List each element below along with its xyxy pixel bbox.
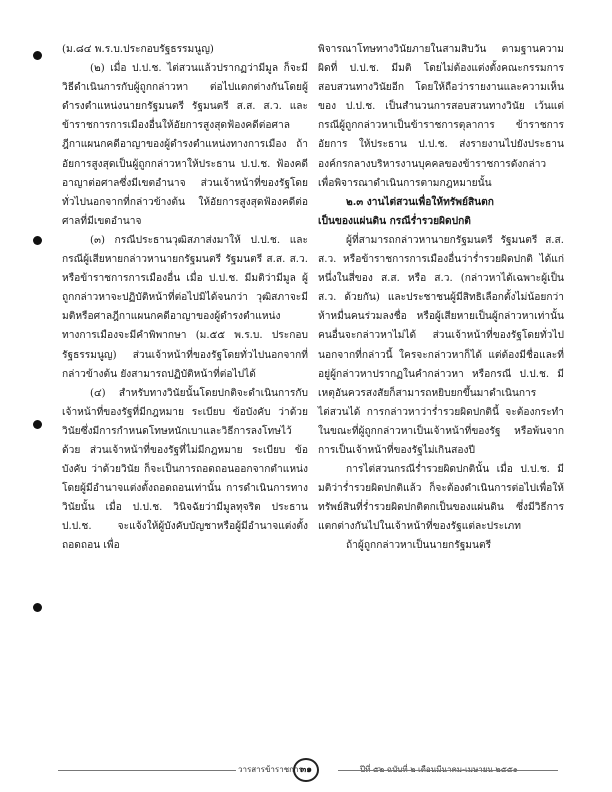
page-number: ๓๑ [293,758,319,782]
page-footer [0,758,612,782]
binder-hole-icon [33,51,42,60]
footer-rule-left [58,770,236,771]
paragraph: (ม.๘๔ พ.ร.บ.ประกอบรัฐธรรมนูญ) [62,44,214,55]
footer-rule-right [338,770,558,771]
journal-name: วารสารข้าราชการ [238,765,303,774]
paragraph: ผู้ที่สามารถกล่าวหานายกรัฐมนตรี รัฐมนตรี ส.ส. ส.ว. หรือข้าราชการการเมืองอื่นว่าร่ำรวยผิดปกติ ได้แก่ หนึ่งในสี่ของ ส.ส. หรือ ส.ว. (กล่าวหาได้เฉพาะผู้เป็น ส.ว. ด้วยกัน) และประชาชนผู้มีสิทธิเลือกตั้งไม่น้อยกว่าห้าหมื่นคนร่วมลงชื่อ หรือผู้เสียหายเป็นผู้กล่าวหาเท่านั้น คนอื่นจะกล่าวหาไม่ได้ ส่วนเจ้าหน้าที่ของรัฐโดยทั่วไปนอกจากที่กล่าวนี้ ใครจะกล่าวหาก็ได้ แต่ต้องมีชื่อและที่อยู่ผู้กล่าวหาปรากฏในคำกล่าวหา หรือกรณี ป.ป.ช. มีเหตุอันควรสงสัยก็สามารถหยิบยกขึ้นมาดำเนินการไต่สวนได้ การกล่าวหาว่าร่ำรวยผิดปกตินี้ จะต้องกระทำในขณะที่ผู้ถูกกล่าวหาเป็นเจ้าหน้าที่ของรัฐ หรือพ้นจากการเป็นเจ้าหน้าที่ของรัฐไม่เกินสองปี [318,234,564,456]
section-heading: ๒.๓ งานไต่สวนเพื่อให้ทรัพย์สินตก [346,195,494,208]
binder-hole-icon [33,603,42,612]
paragraph: การไต่สวนกรณีร่ำรวยผิดปกตินั้น เมื่อ ป.ป.ช. มีมติว่าร่ำรวยผิดปกติแล้ว ก็จะต้องดำเนินการต่อไปเพื่อให้ทรัพย์สินที่ร่ำรวยผิดปกติตกเป็นของแผ่นดิน ซึ่งมีวิธีการแตกต่างกันไปในเจ้าหน้าที่ของรัฐแต่ละประเภท [318,464,564,533]
binder-hole-icon [33,236,42,245]
paragraph: ถ้าผู้ถูกกล่าวหาเป็นนายกรัฐมนตรี [346,540,492,552]
section-heading-continued: เป็นของแผ่นดิน กรณีร่ำรวยผิดปกติ [318,214,471,227]
binder-hole-icon [33,420,42,429]
right-column [318,40,564,556]
paragraph: พิจารณาโทษทางวินัยภายในสามสิบวัน ตามฐานความผิดที่ ป.ป.ช. มีมติ โดยไม่ต้องแต่งตั้งคณะกรรมการสอบสวนทางวินัยอีก โดยให้ถือว่ารายงานและความเห็นของ ป.ป.ช. เป็นสำนวนการสอบสวนทางวินัย เว้นแต่กรณีผู้ถูกกล่าวหาเป็นข้าราชการตุลาการ ข้าราชการอัยการ ให้ประธาน ป.ป.ช. ส่งรายงานไปยังประธานองค์กรกลางบริหารงานบุคคลของข้าราชการดังกล่าว เพื่อพิจารณาดำเนินการตามกฎหมายนั้น [318,44,564,189]
left-column [62,40,308,556]
paragraph: (๓) กรณีประธานวุฒิสภาส่งมาให้ ป.ป.ช. และกรณีผู้เสียหายกล่าวหานายกรัฐมนตรี รัฐมนตรี ส.ส. ส.ว. หรือข้าราชการการเมืองอื่น เมื่อ ป.ป.ช. มีมติว่ามีมูล ผู้ถูกกล่าวหาจะปฏิบัติหน้าที่ต่อไปมิได้จนกว่า วุฒิสภาจะมีมติหรือศาลฎีกาแผนกคดีอาญาของผู้ดำรงตำแหน่งทางการเมืองจะมีคำพิพากษา (ม.๕๕ พ.ร.บ. ประกอบรัฐธรรมนูญ) ส่วนเจ้าหน้าที่ของรัฐโดยทั่วไปนอกจากที่กล่าวข้างต้น ยังสามารถปฏิบัติหน้าที่ต่อไปได้ [62,234,308,380]
paragraph: (๒) เมื่อ ป.ป.ช. ไต่สวนแล้วปรากฏว่ามีมูล ก็จะมีวิธีดำเนินการกับผู้ถูกกล่าวหา ต่อไปแตกต่างกันโดยผู้ดำรงตำแหน่งนายกรัฐมนตรี รัฐมนตรี ส.ส. ส.ว. และข้าราชการการเมืองอื่นให้อัยการสูงสุดฟ้องคดีต่อศาลฎีกาแผนกคดีอาญาของผู้ดำรงตำแหน่งทางการเมือง ถ้าอัยการสูงสุดเป็นผู้ถูกกล่าวหาให้ประธาน ป.ป.ช. ฟ้องคดีอาญาต่อศาลซึ่งมีเขตอำนาจ ส่วนเจ้าหน้าที่ของรัฐโดยทั่วไปนอกจากที่กล่าวข้างต้น ให้อัยการสูงสุดฟ้องคดีต่อศาลที่มีเขตอำนาจ [62,63,308,227]
paragraph: (๔) สำหรับทางวินัยนั้นโดยปกติจะดำเนินการกับเจ้าหน้าที่ของรัฐที่มีกฎหมาย ระเบียบ ข้อบังคับ ว่าด้วยวินัยซึ่งมีการกำหนดโทษหนักเบาและวิธีการลงโทษไว้ด้วย ส่วนเจ้าหน้าที่ของรัฐที่ไม่มีกฎหมาย ระเบียบ ข้อบังคับ ว่าด้วยวินัย ก็จะเป็นการถอดถอนออกจากตำแหน่งโดยผู้มีอำนาจแต่งตั้งถอดถอนเท่านั้น การดำเนินการทางวินัยนั้น เมื่อ ป.ป.ช. วินิจฉัยว่ามีมูลทุจริต ประธาน ป.ป.ช. จะแจ้งให้ผู้บังคับบัญชาหรือผู้มีอำนาจแต่งตั้งถอดถอน เพื่อ [62,387,308,552]
